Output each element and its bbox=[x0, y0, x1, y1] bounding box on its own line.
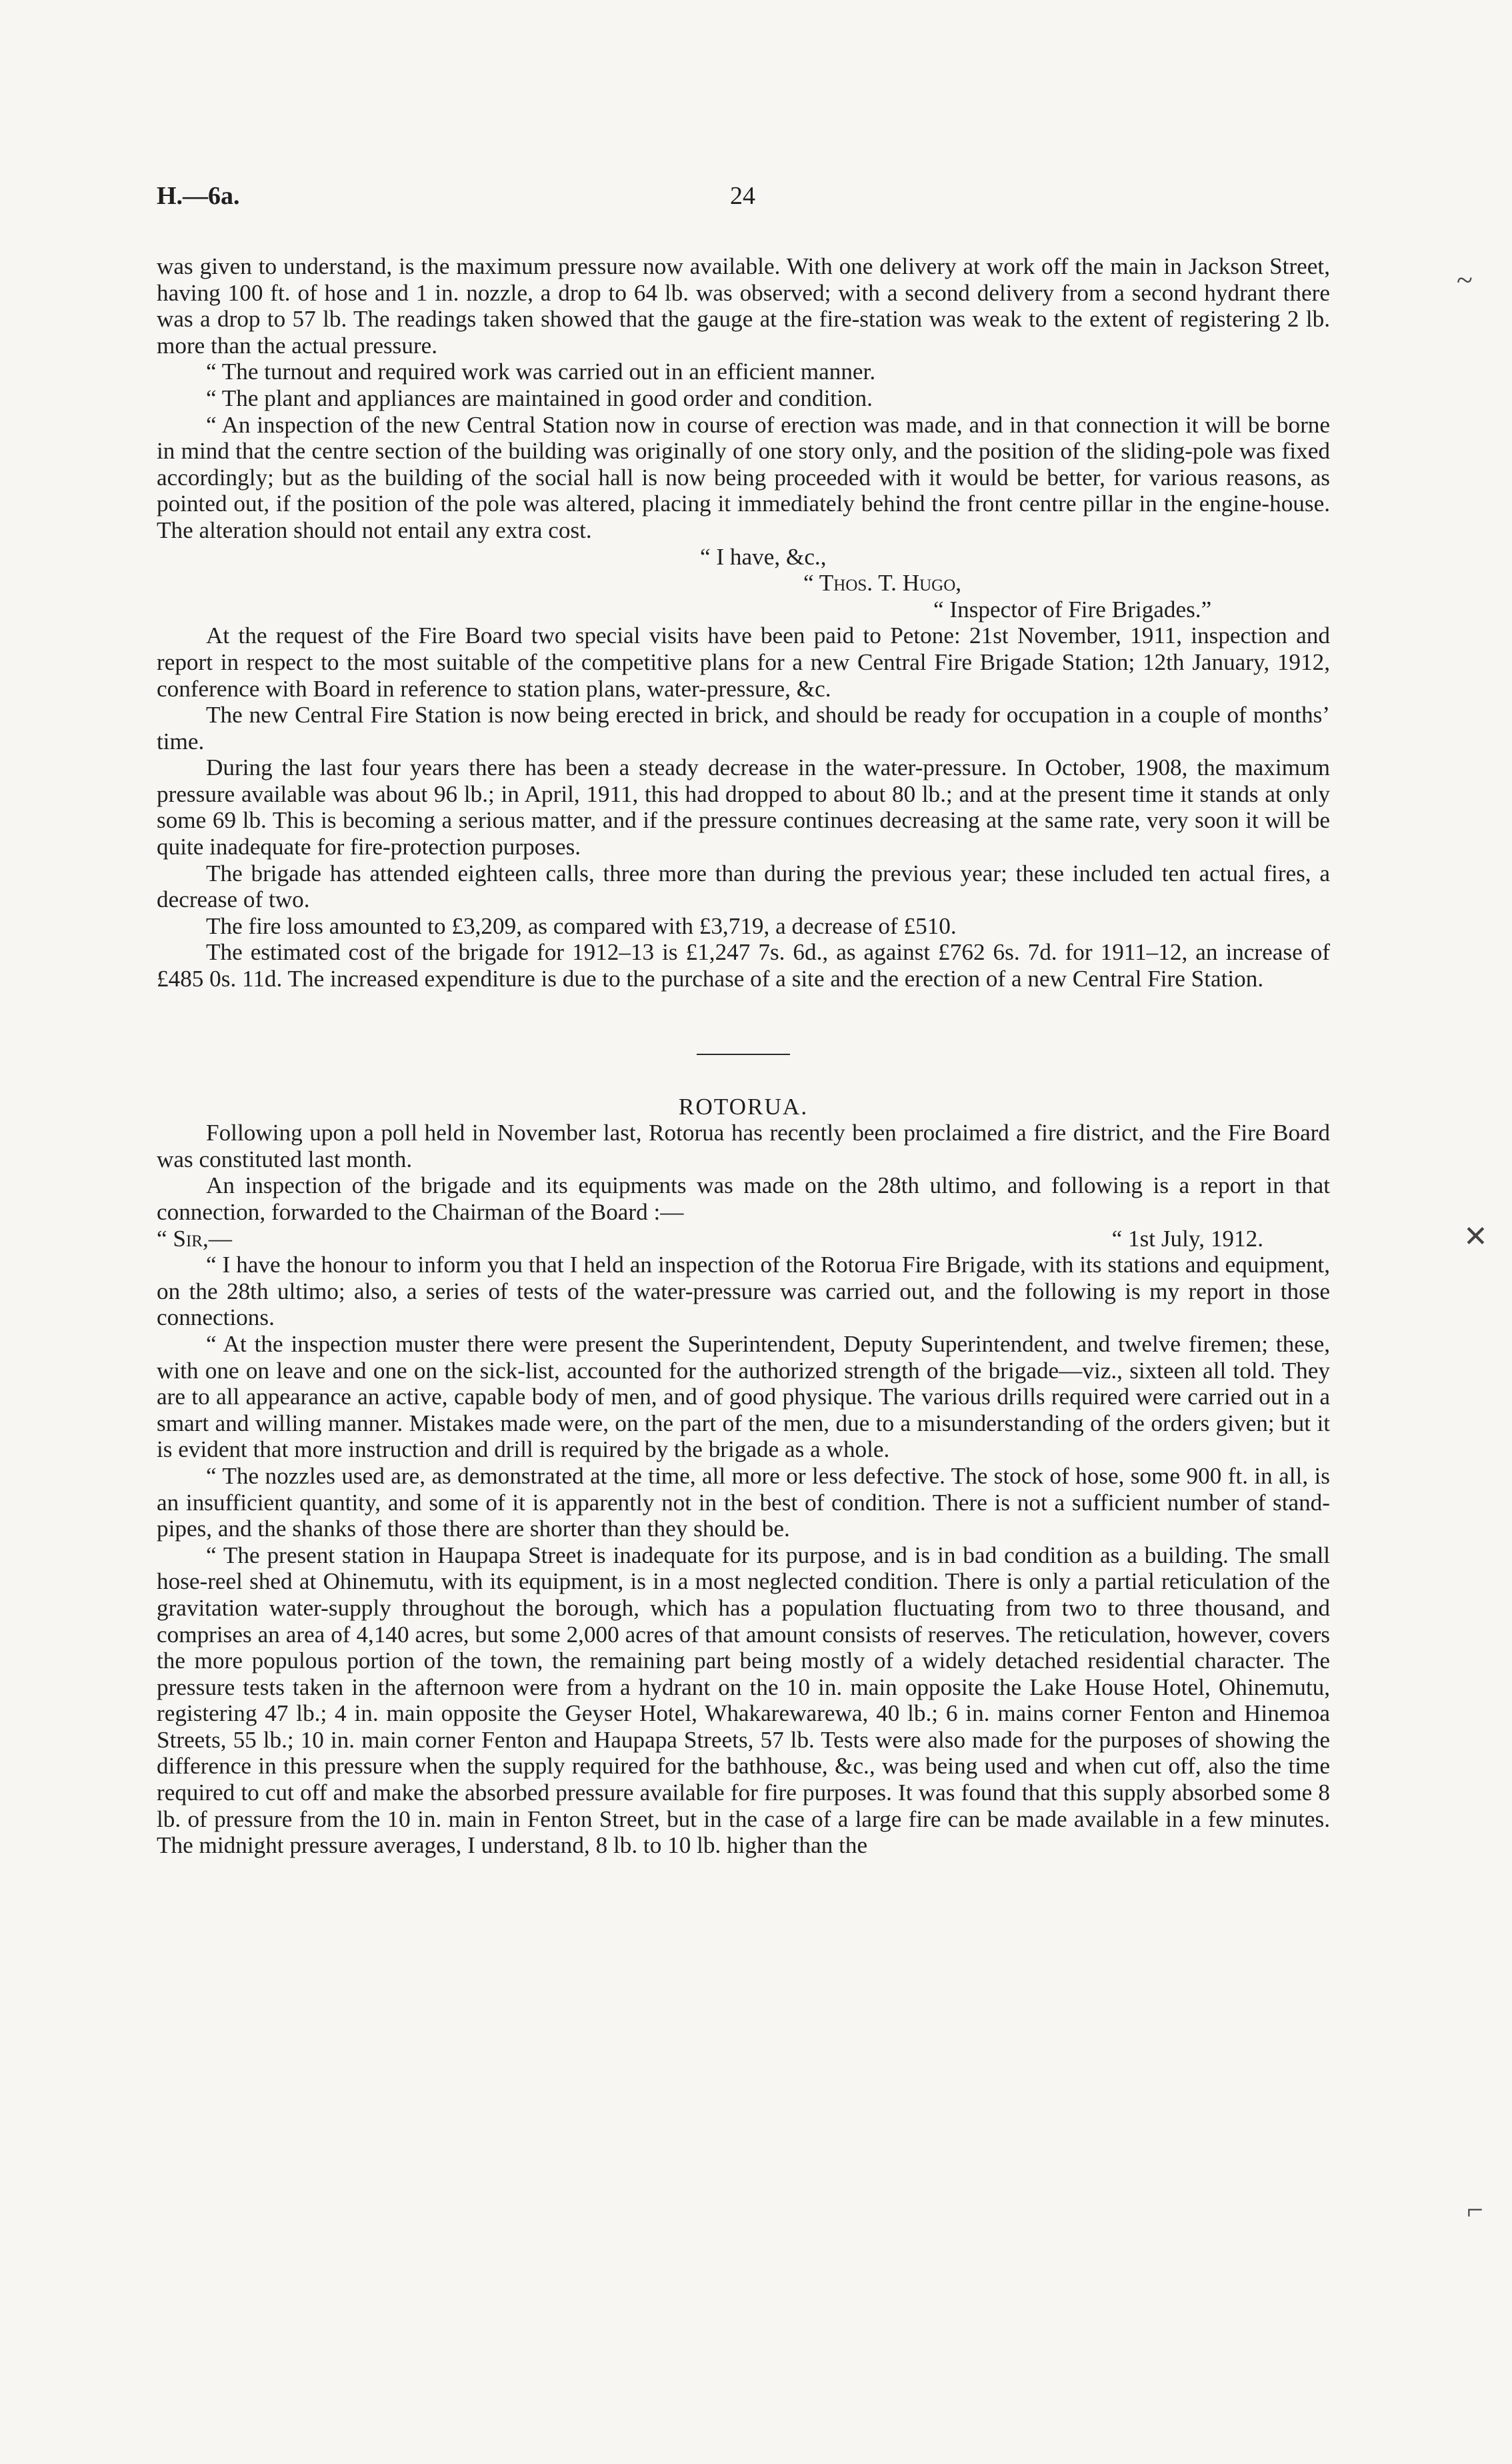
signature-name: “ Thos. T. Hugo, bbox=[803, 570, 962, 597]
paragraph: “ I have the honour to inform you that I held an inspection of the Rotorua Fire Brigade, with its stations and equipment, on the 28th ultimo; also, a series of tests of the water-pressure was carried out, and the following is my report in those connections. bbox=[157, 1252, 1330, 1331]
margin-mark: ⌐ bbox=[1467, 2193, 1483, 2226]
document-body bbox=[157, 253, 1330, 1859]
paragraph: The brigade has attended eighteen calls, three more than during the previous year; these included ten actual fires, a decrease of two. bbox=[157, 860, 1330, 913]
paragraph: was given to understand, is the maximum pressure now available. With one delivery at work off the main in Jackson Street, having 100 ft. of hose and 1 in. nozzle, a drop to 64 lb. was observed; with a second delivery from a second hydrant there was a drop to 57 lb. The readings taken showed that the gauge at the fire-station was weak to the extent of registering 2 lb. more than the actual pressure. bbox=[157, 253, 1330, 359]
paragraph: “ The present station in Haupapa Street is inadequate for its purpose, and is in bad condition as a building. The small hose-reel shed at Ohinemutu, with its equipment, is in a most neglected condition. There is only a partial reticulation of the gravitation water-supply throughout the borough, which has a population fluctuating from two to three thousand, and comprises an area of 4,140 acres, but some 2,000 acres of that amount consists of reserves. The reticulation, however, covers the more populous portion of the town, the remaining part being mostly of a widely detached residential character. The pressure tests taken in the afternoon were from a hydrant on the 10 in. main opposite the Lake House Hotel, Ohinemutu, registering 47 lb.; 4 in. main opposite the Geyser Hotel, Whakarewarewa, 40 lb.; 6 in. mains corner Fenton and Hinemoa Streets, 55 lb.; 10 in. main corner Fenton and Haupapa Streets, 57 lb. Tests were also made for the purposes of showing the difference in this pressure when the supply required for the bathhouse, &c., was being used and when cut off, also the time required to cut off and make the absorbed pressure available for fire purposes. It was found that this supply absorbed some 8 lb. of pressure from the 10 in. main in Fenton Street, but in the case of a large fire can be made available in a few minutes. The midnight pressure averages, I understand, 8 lb. to 10 lb. higher than the bbox=[157, 1542, 1330, 1859]
paragraph: Following upon a poll held in November last, Rotorua has recently been proclaimed a fire district, and the Fire Board was constituted last month. bbox=[157, 1120, 1330, 1172]
letter-date: “ 1st July, 1912. bbox=[1111, 1225, 1263, 1252]
section-divider bbox=[697, 1054, 790, 1055]
paragraph: The estimated cost of the brigade for 1912–13 is £1,247 7s. 6d., as against £762 6s. 7d. for 1911–12, an increase of £485 0s. 11d. The increased expenditure is due to the purchase of a site and the erection of a new Central Fire Station. bbox=[157, 939, 1330, 992]
margin-mark: ✕ bbox=[1463, 1220, 1488, 1253]
margin-mark: ~ bbox=[1457, 264, 1473, 297]
signature-title: “ Inspector of Fire Brigades.” bbox=[933, 596, 1212, 622]
page-number: 24 bbox=[730, 182, 755, 210]
signature-closing: “ I have, &c., bbox=[700, 543, 827, 570]
salutation: “ Sir,— bbox=[157, 1225, 232, 1252]
paragraph: During the last four years there has been a steady decrease in the water-pressure. In October, 1908, the maximum pressure available was about 96 lb.; in April, 1911, this had dropped to about 80 lb.; and at the present time it stands at only some 69 lb. This is becoming a serious matter, and if the pressure continues decreasing at the same rate, very soon it will be quite inadequate for fire-protection purposes. bbox=[157, 754, 1330, 860]
letter-salutation-row bbox=[157, 1226, 1330, 1252]
paragraph: “ The nozzles used are, as demonstrated at the time, all more or less defective. The stock of hose, some 900 ft. in all, is an insufficient quantity, and some of it is apparently not in the best of condition. There is not a sufficient number of stand-pipes, and the shanks of those there are shorter than they should be. bbox=[157, 1462, 1330, 1542]
document-code: H.—6a. bbox=[157, 182, 240, 210]
paragraph: An inspection of the brigade and its equipments was made on the 28th ultimo, and following is a report in that connection, forwarded to the Chairman of the Board :— bbox=[157, 1172, 1330, 1225]
page-header bbox=[157, 181, 1330, 215]
paragraph: “ At the inspection muster there were present the Superintendent, Deputy Superintendent, and twelve firemen; these, with one on leave and one on the sick-list, accounted for the authorized strength of the brigade—viz., sixteen all told. They are to all appearance an active, capable body of men, and of good physique. The various drills required were carried out in a smart and willing manner. Mistakes made were, on the part of the men, due to a misunderstanding of the orders given; but it is evident that more instruction and drill is required by the brigade as a whole. bbox=[157, 1330, 1330, 1463]
section-heading: ROTORUA. bbox=[678, 1093, 809, 1120]
paragraph: “ The turnout and required work was carried out in an efficient manner. bbox=[206, 359, 876, 385]
paragraph: “ An inspection of the new Central Station now in course of erection was made, and in that connection it will be borne in mind that the centre section of the building was originally of one story only, and the position of the sliding-pole was fixed accordingly; but as the building of the social hall is now being proceeded with it would be better, for various reasons, as pointed out, if the position of the pole was altered, placing it immediately behind the front centre pillar in the engine-house. The alteration should not entail any extra cost. bbox=[157, 411, 1330, 543]
paragraph: “ The plant and appliances are maintained in good order and condition. bbox=[206, 385, 873, 411]
paragraph: At the request of the Fire Board two special visits have been paid to Petone: 21st November, 1911, inspection and report in respect to the most suitable of the competitive plans for a new Central Fire Brigade Station; 12th January, 1912, conference with Board in reference to station plans, water-pressure, &c. bbox=[157, 622, 1330, 702]
paragraph: The new Central Fire Station is now being erected in brick, and should be ready for occupation in a couple of months’ time. bbox=[157, 702, 1330, 754]
paragraph: The fire loss amounted to £3,209, as compared with £3,719, a decrease of £510. bbox=[206, 912, 957, 939]
